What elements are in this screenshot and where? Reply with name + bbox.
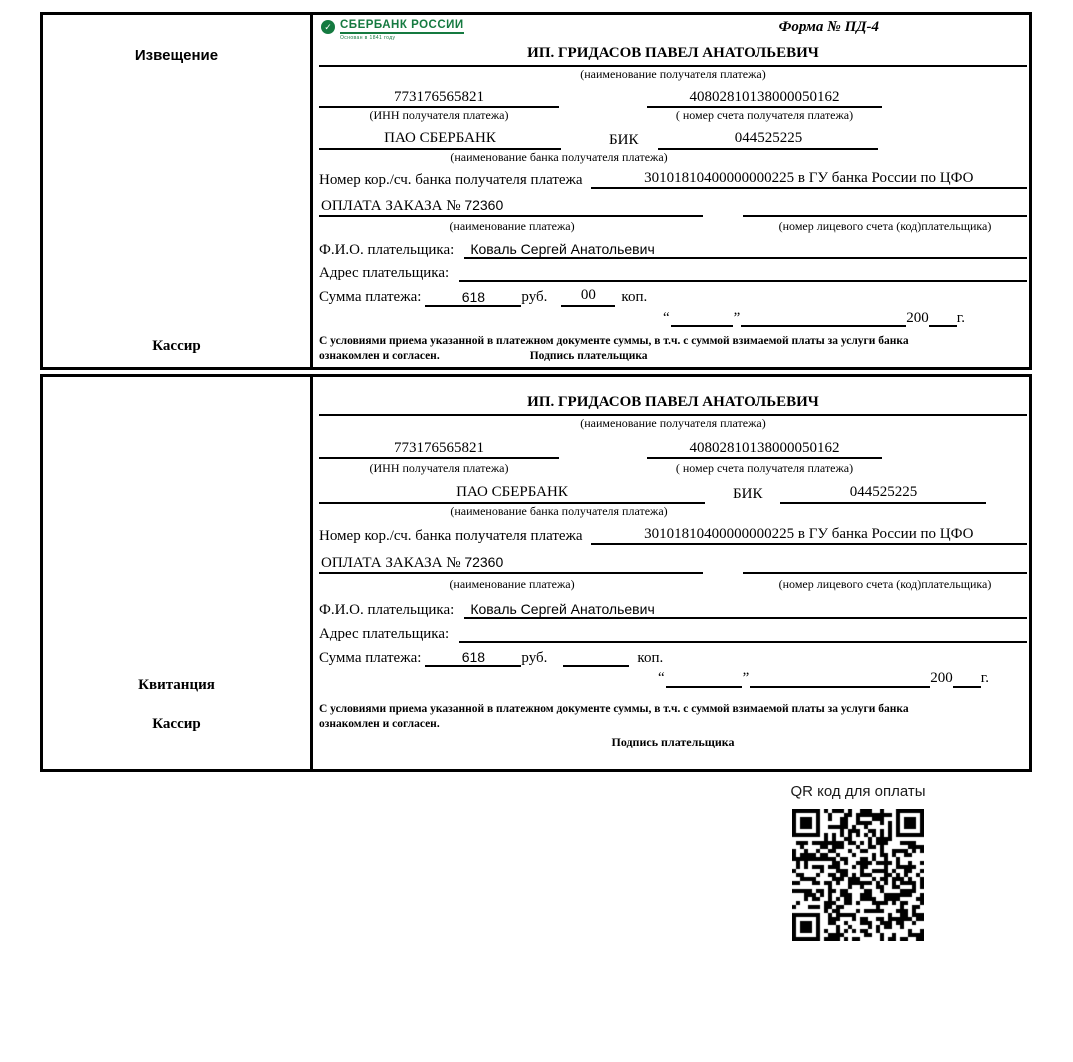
qr-code: [785, 809, 931, 941]
year-prefix: 200: [906, 309, 929, 326]
corr-account-value: 30101810400000000225 в ГУ банка России по ЦФО: [591, 526, 1027, 545]
bank-name-value: ПАО СБЕРБАНК: [319, 484, 705, 503]
bank-name-label: (наименование банка получателя платежа): [450, 149, 668, 164]
date-month-line: [750, 686, 930, 688]
bik-label: БИК: [609, 132, 639, 149]
sberbank-logo-text: СБЕРБАНК РОССИИ: [340, 19, 464, 34]
receipt-form: [313, 377, 1029, 769]
agreement-line1: С условиями приема указанной в платежном документе суммы, в т.ч. с суммой взимаемой платы за услуги банка: [319, 702, 909, 715]
date-year-line: [929, 325, 957, 327]
kop-label: коп.: [637, 650, 664, 667]
date-day-line: [671, 325, 733, 327]
payee-name: ИП. ГРИДАСОВ ПАВЕЛ АНАТОЛЬЕВИЧ: [319, 45, 1027, 67]
payment-name-label: (наименование платежа): [449, 219, 575, 233]
cashier-label: Кассир: [152, 716, 201, 732]
inn-value: 773176565821: [319, 89, 559, 108]
notice-side-column: [43, 15, 313, 367]
date-year-line: [953, 686, 981, 688]
payment-name-value: ОПЛАТА ЗАКАЗА №: [321, 197, 461, 214]
payer-name-value: Коваль Сергей Анатольевич: [464, 241, 1027, 259]
notice-title: Извещение: [134, 47, 219, 64]
personal-account-label: (номер лицевого счета (код)плательщика): [778, 219, 992, 233]
sberbank-logo-tagline: Основан в 1841 году: [340, 35, 396, 41]
amount-kop-value: [563, 665, 629, 667]
bank-name-value: ПАО СБЕРБАНК: [319, 130, 561, 149]
logo-row: [319, 19, 1027, 45]
year-suffix: г.: [956, 309, 965, 326]
qr-payment-block: [785, 783, 931, 941]
corr-account-label: Номер кор./сч. банка получателя платежа: [319, 527, 583, 544]
payee-name-label: (наименование получателя платежа): [580, 416, 766, 430]
qr-code-label: QR код для оплаты: [790, 783, 926, 800]
payee-name: ИП. ГРИДАСОВ ПАВЕЛ АНАТОЛЬЕВИЧ: [319, 394, 1027, 416]
amount-label: Сумма платежа:: [319, 289, 422, 306]
bik-label: БИК: [733, 486, 763, 503]
payer-name-label: Ф.И.О. плательщика:: [319, 601, 455, 618]
agreement-line2: ознакомлен и согласен.: [319, 717, 440, 730]
inn-label: (ИНН получателя платежа): [369, 461, 509, 476]
document-page: [0, 12, 1073, 1062]
year-suffix: г.: [980, 670, 989, 687]
rub-label: руб.: [521, 650, 548, 667]
personal-account-label: (номер лицевого счета (код)плательщика): [778, 577, 992, 591]
account-label: ( номер счета получателя платежа): [675, 461, 854, 476]
date-day-line: [666, 686, 742, 688]
quote-close: ”: [742, 670, 750, 687]
payer-address-value: [459, 641, 1027, 643]
spacer: [319, 380, 1027, 394]
signature-label: Подпись плательщика: [529, 349, 648, 362]
quote-close: ”: [733, 309, 741, 326]
amount-label: Сумма платежа:: [319, 650, 422, 667]
rub-label: руб.: [521, 289, 548, 306]
quote-open: “: [657, 670, 665, 687]
agreement-text: [319, 334, 1027, 364]
personal-account-line: [743, 215, 1027, 217]
personal-account-line: [743, 572, 1027, 574]
kop-label: коп.: [621, 289, 648, 306]
payment-name-label: (наименование платежа): [449, 577, 575, 591]
cashier-label: Кассир: [152, 338, 201, 354]
corr-account-label: Номер кор./сч. банка получателя платежа: [319, 171, 583, 188]
payer-address-value: [459, 280, 1027, 282]
amount-kop-value: 00: [561, 287, 615, 306]
sberbank-logo: [321, 19, 464, 41]
account-value: 40802810138000050162: [647, 440, 882, 459]
payer-address-label: Адрес плательщика:: [319, 626, 450, 643]
amount-rub-value: 618: [425, 649, 521, 667]
payer-name-label: Ф.И.О. плательщика:: [319, 241, 455, 258]
inn-label: (ИНН получателя платежа): [369, 108, 509, 123]
payment-name-line: [319, 197, 703, 217]
notice-section: [40, 12, 1032, 370]
payer-address-label: Адрес плательщика:: [319, 265, 450, 282]
order-number-value: 72360: [464, 196, 504, 213]
agreement-line2: ознакомлен и согласен.: [319, 349, 440, 362]
payer-name-value: Коваль Сергей Анатольевич: [464, 601, 1027, 619]
bik-value: 044525225: [658, 130, 878, 149]
corr-account-value: 30101810400000000225 в ГУ банка России по ЦФО: [591, 170, 1027, 189]
agreement-line1: С условиями приема указанной в платежном документе суммы, в т.ч. с суммой взимаемой платы за услуги банка: [319, 334, 909, 347]
bank-name-label: (наименование банка получателя платежа): [450, 503, 668, 518]
quote-open: “: [662, 309, 670, 326]
payee-name-label: (наименование получателя платежа): [580, 67, 766, 81]
amount-rub-value: 618: [425, 289, 521, 307]
account-label: ( номер счета получателя платежа): [675, 108, 854, 123]
year-prefix: 200: [930, 670, 953, 687]
receipt-title: Квитанция: [138, 677, 215, 693]
inn-value: 773176565821: [319, 440, 559, 459]
payment-name-value: ОПЛАТА ЗАКАЗА №: [321, 554, 461, 571]
account-value: 40802810138000050162: [647, 89, 882, 108]
notice-form: [313, 15, 1029, 367]
payment-name-line: [319, 554, 703, 574]
form-number: Форма № ПД-4: [778, 19, 879, 35]
order-number-value: 72360: [464, 553, 504, 570]
date-month-line: [741, 325, 906, 327]
signature-label: Подпись плательщика: [611, 734, 735, 749]
agreement-text: [319, 702, 1027, 750]
bik-value: 044525225: [780, 484, 986, 503]
receipt-side-column: [43, 377, 313, 769]
receipt-section: [40, 374, 1032, 772]
sberbank-logo-icon: ✓: [321, 20, 335, 34]
